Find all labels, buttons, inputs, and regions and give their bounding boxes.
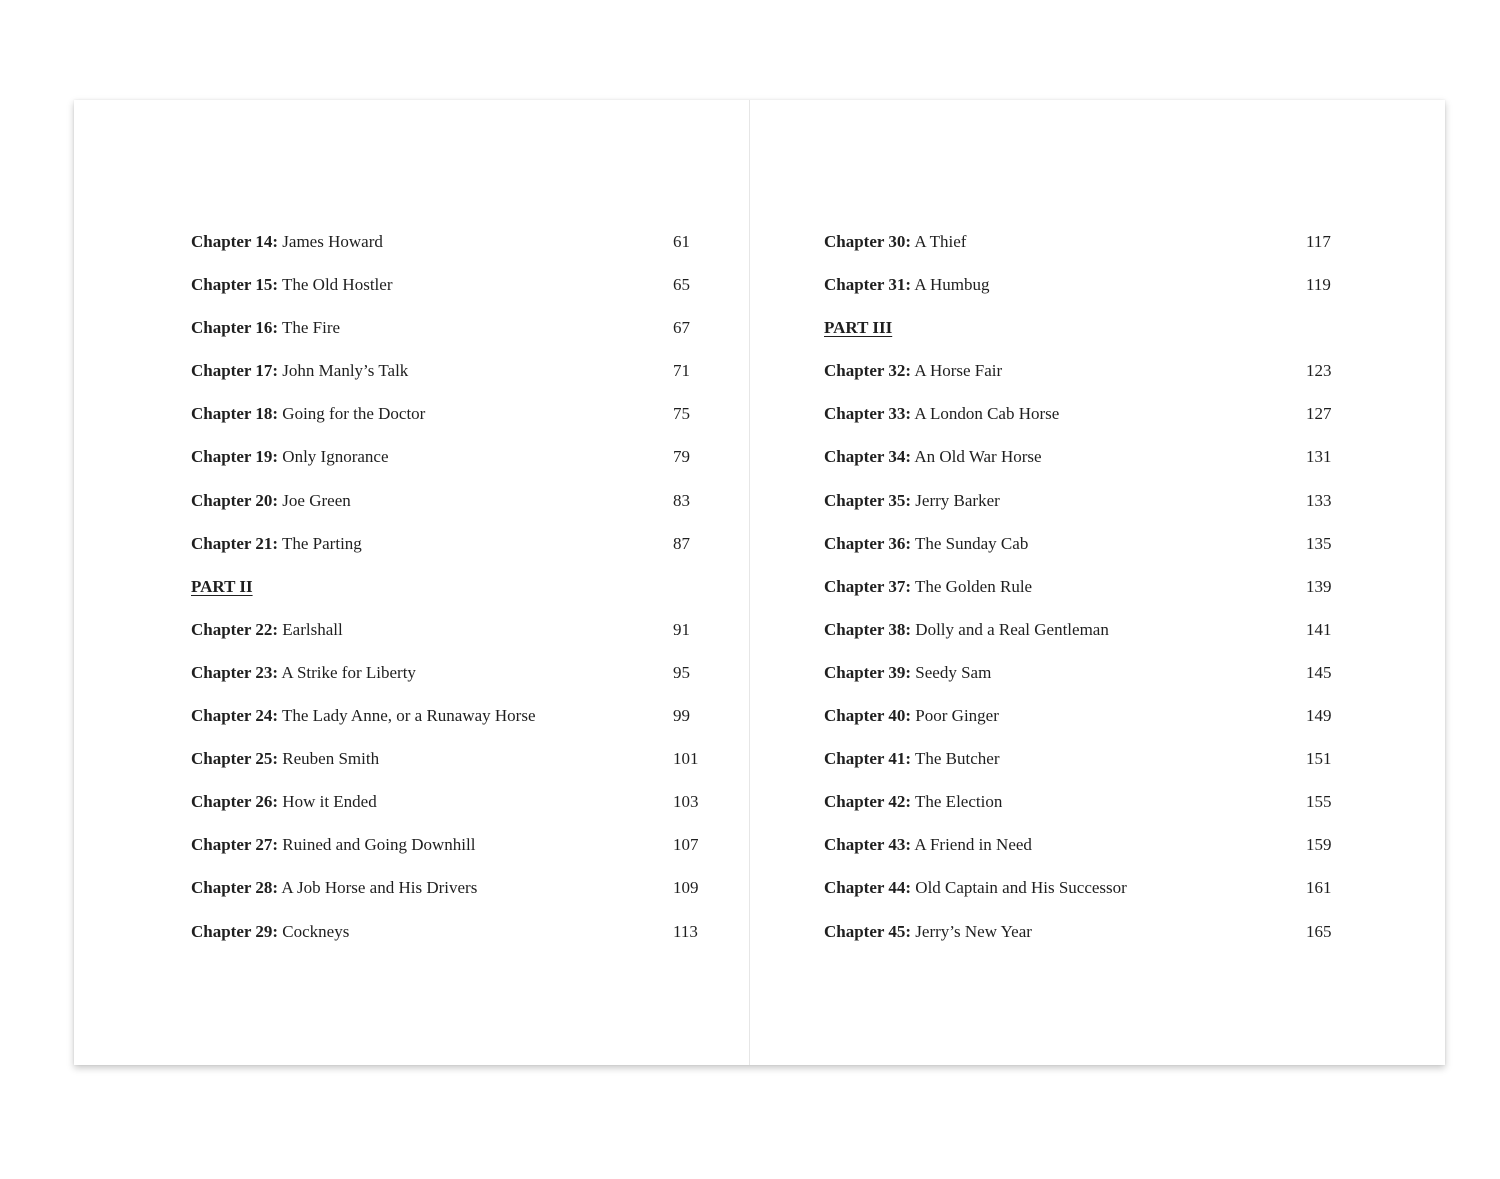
part-heading-label: PART III: [824, 318, 893, 338]
chapter-label: Chapter 35:: [824, 490, 912, 510]
chapter-label: Chapter 25:: [191, 749, 279, 769]
chapter-label: Chapter 44:: [824, 878, 912, 898]
page-number: 103: [673, 792, 699, 812]
part-heading: [191, 576, 701, 619]
chapter-title: John Manly’s Talk: [282, 361, 409, 381]
page-number: 161: [1306, 878, 1332, 898]
toc-entry: [191, 274, 701, 317]
page-number: 109: [673, 878, 699, 898]
chapter-label: Chapter 39:: [824, 662, 912, 682]
chapter-label: Chapter 38:: [824, 619, 912, 639]
book-spread: [74, 100, 1445, 1065]
chapter-label: Chapter 45:: [824, 921, 912, 941]
toc-entry: [824, 490, 1344, 533]
chapter-label: Chapter 28:: [191, 878, 279, 898]
chapter-title: An Old War Horse: [914, 447, 1042, 467]
chapter-title: Reuben Smith: [282, 749, 380, 769]
toc-entry: [824, 403, 1344, 446]
toc-entry: [191, 921, 701, 964]
page-number: 127: [1306, 404, 1332, 424]
left-page: [74, 100, 750, 1065]
chapter-label: Chapter 15:: [191, 275, 279, 295]
part-heading: [824, 317, 1344, 360]
chapter-label: Chapter 26:: [191, 792, 279, 812]
toc-entry: [824, 705, 1344, 748]
chapter-label: Chapter 24:: [191, 706, 279, 726]
page-number: 141: [1306, 619, 1332, 639]
chapter-label: Chapter 22:: [191, 619, 279, 639]
chapter-label: Chapter 41:: [824, 749, 912, 769]
toc-entry: [824, 791, 1344, 834]
chapter-title: A Strike for Liberty: [281, 662, 416, 682]
chapter-title: Cockneys: [282, 921, 350, 941]
chapter-title: A London Cab Horse: [914, 404, 1060, 424]
chapter-title: Dolly and a Real Gentleman: [915, 619, 1109, 639]
toc-entry: [824, 576, 1344, 619]
toc-entry: [824, 360, 1344, 403]
chapter-title: The Sunday Cab: [915, 533, 1029, 553]
toc-entry: [191, 748, 701, 791]
chapter-title: The Fire: [282, 318, 341, 338]
page-number: 131: [1306, 447, 1332, 467]
chapter-label: Chapter 19:: [191, 447, 279, 467]
page-number: 91: [673, 619, 690, 639]
page-number: 107: [673, 835, 699, 855]
page-number: 165: [1306, 921, 1332, 941]
chapter-title: The Butcher: [915, 749, 1000, 769]
chapter-title: A Thief: [914, 232, 967, 251]
chapter-label: Chapter 17:: [191, 361, 279, 381]
toc-entry: [824, 921, 1344, 964]
toc-entry: [824, 619, 1344, 662]
toc-entry: [824, 834, 1344, 877]
chapter-label: Chapter 43:: [824, 835, 912, 855]
chapter-title: Earlshall: [282, 619, 343, 639]
chapter-title: The Old Hostler: [282, 275, 393, 295]
page-number: 139: [1306, 576, 1332, 596]
toc-entry: [191, 446, 701, 489]
toc-entry: [191, 360, 701, 403]
chapter-title: Jerry Barker: [915, 490, 1000, 510]
chapter-title: How it Ended: [282, 792, 377, 812]
chapter-title: A Friend in Need: [914, 835, 1032, 855]
chapter-title: Seedy Sam: [915, 662, 992, 682]
chapter-label: Chapter 18:: [191, 404, 279, 424]
chapter-title: A Job Horse and His Drivers: [281, 878, 478, 898]
toc-entry: [191, 619, 701, 662]
toc-entry: [191, 705, 701, 748]
page-number: 149: [1306, 706, 1332, 726]
page-number: 67: [673, 318, 690, 338]
chapter-label: Chapter 36:: [824, 533, 912, 553]
chapter-label: Chapter 42:: [824, 792, 912, 812]
chapter-label: Chapter 20:: [191, 490, 279, 510]
toc-entry: [191, 317, 701, 360]
chapter-title: The Election: [915, 792, 1003, 812]
toc-entry: [191, 834, 701, 877]
page-number: 75: [673, 404, 690, 424]
toc-list-left: [191, 231, 701, 964]
chapter-label: Chapter 34:: [824, 447, 912, 467]
toc-entry: [191, 877, 701, 920]
chapter-title: Going for the Doctor: [282, 404, 426, 424]
chapter-label: Chapter 27:: [191, 835, 279, 855]
page-number: 95: [673, 662, 690, 682]
toc-entry: [824, 533, 1344, 576]
page-number: 71: [673, 361, 690, 381]
toc-entry: [824, 748, 1344, 791]
chapter-title: A Humbug: [914, 275, 990, 295]
chapter-label: Chapter 23:: [191, 662, 279, 682]
chapter-label: Chapter 14:: [191, 232, 279, 251]
page-number: 155: [1306, 792, 1332, 812]
chapter-title: The Golden Rule: [915, 576, 1033, 596]
page-number: 151: [1306, 749, 1332, 769]
chapter-label: Chapter 16:: [191, 318, 279, 338]
chapter-title: A Horse Fair: [914, 361, 1003, 381]
chapter-title: The Lady Anne, or a Runaway Horse: [282, 706, 536, 726]
chapter-label: Chapter 32:: [824, 361, 912, 381]
page-number: 117: [1306, 232, 1331, 251]
toc-entry: [191, 403, 701, 446]
page-number: 145: [1306, 662, 1332, 682]
page-number: 99: [673, 706, 690, 726]
chapter-title: Joe Green: [282, 490, 351, 510]
page-number: 65: [673, 275, 690, 295]
toc-entry: [191, 231, 701, 274]
toc-list-right: [824, 231, 1344, 964]
chapter-label: Chapter 33:: [824, 404, 912, 424]
page-number: 101: [673, 749, 699, 769]
page-number: 133: [1306, 490, 1332, 510]
chapter-label: Chapter 30:: [824, 232, 912, 251]
toc-entry: [824, 877, 1344, 920]
chapter-title: Jerry’s New Year: [915, 921, 1032, 941]
toc-entry: [191, 791, 701, 834]
toc-entry: [824, 446, 1344, 489]
chapter-label: Chapter 37:: [824, 576, 912, 596]
page-number: 135: [1306, 533, 1332, 553]
page-number: 119: [1306, 275, 1331, 295]
toc-entry: [191, 490, 701, 533]
toc-entry: [191, 662, 701, 705]
toc-entry: [824, 231, 1344, 274]
chapter-label: Chapter 21:: [191, 533, 279, 553]
part-heading-label: PART II: [191, 576, 253, 596]
chapter-title: Ruined and Going Downhill: [282, 835, 476, 855]
page-number: 159: [1306, 835, 1332, 855]
chapter-label: Chapter 31:: [824, 275, 912, 295]
chapter-title: Poor Ginger: [915, 706, 999, 726]
chapter-title: Only Ignorance: [282, 447, 389, 467]
right-page: [750, 100, 1445, 1065]
page-number: 123: [1306, 361, 1332, 381]
chapter-label: Chapter 29:: [191, 921, 279, 941]
toc-entry: [191, 533, 701, 576]
chapter-title: James Howard: [282, 232, 383, 251]
toc-entry: [824, 662, 1344, 705]
page-number: 113: [673, 921, 698, 941]
page-number: 87: [673, 533, 690, 553]
page-number: 79: [673, 447, 690, 467]
page-number: 83: [673, 490, 690, 510]
chapter-label: Chapter 40:: [824, 706, 912, 726]
page-number: 61: [673, 232, 690, 251]
chapter-title: Old Captain and His Successor: [915, 878, 1127, 898]
toc-entry: [824, 274, 1344, 317]
chapter-title: The Parting: [282, 533, 362, 553]
